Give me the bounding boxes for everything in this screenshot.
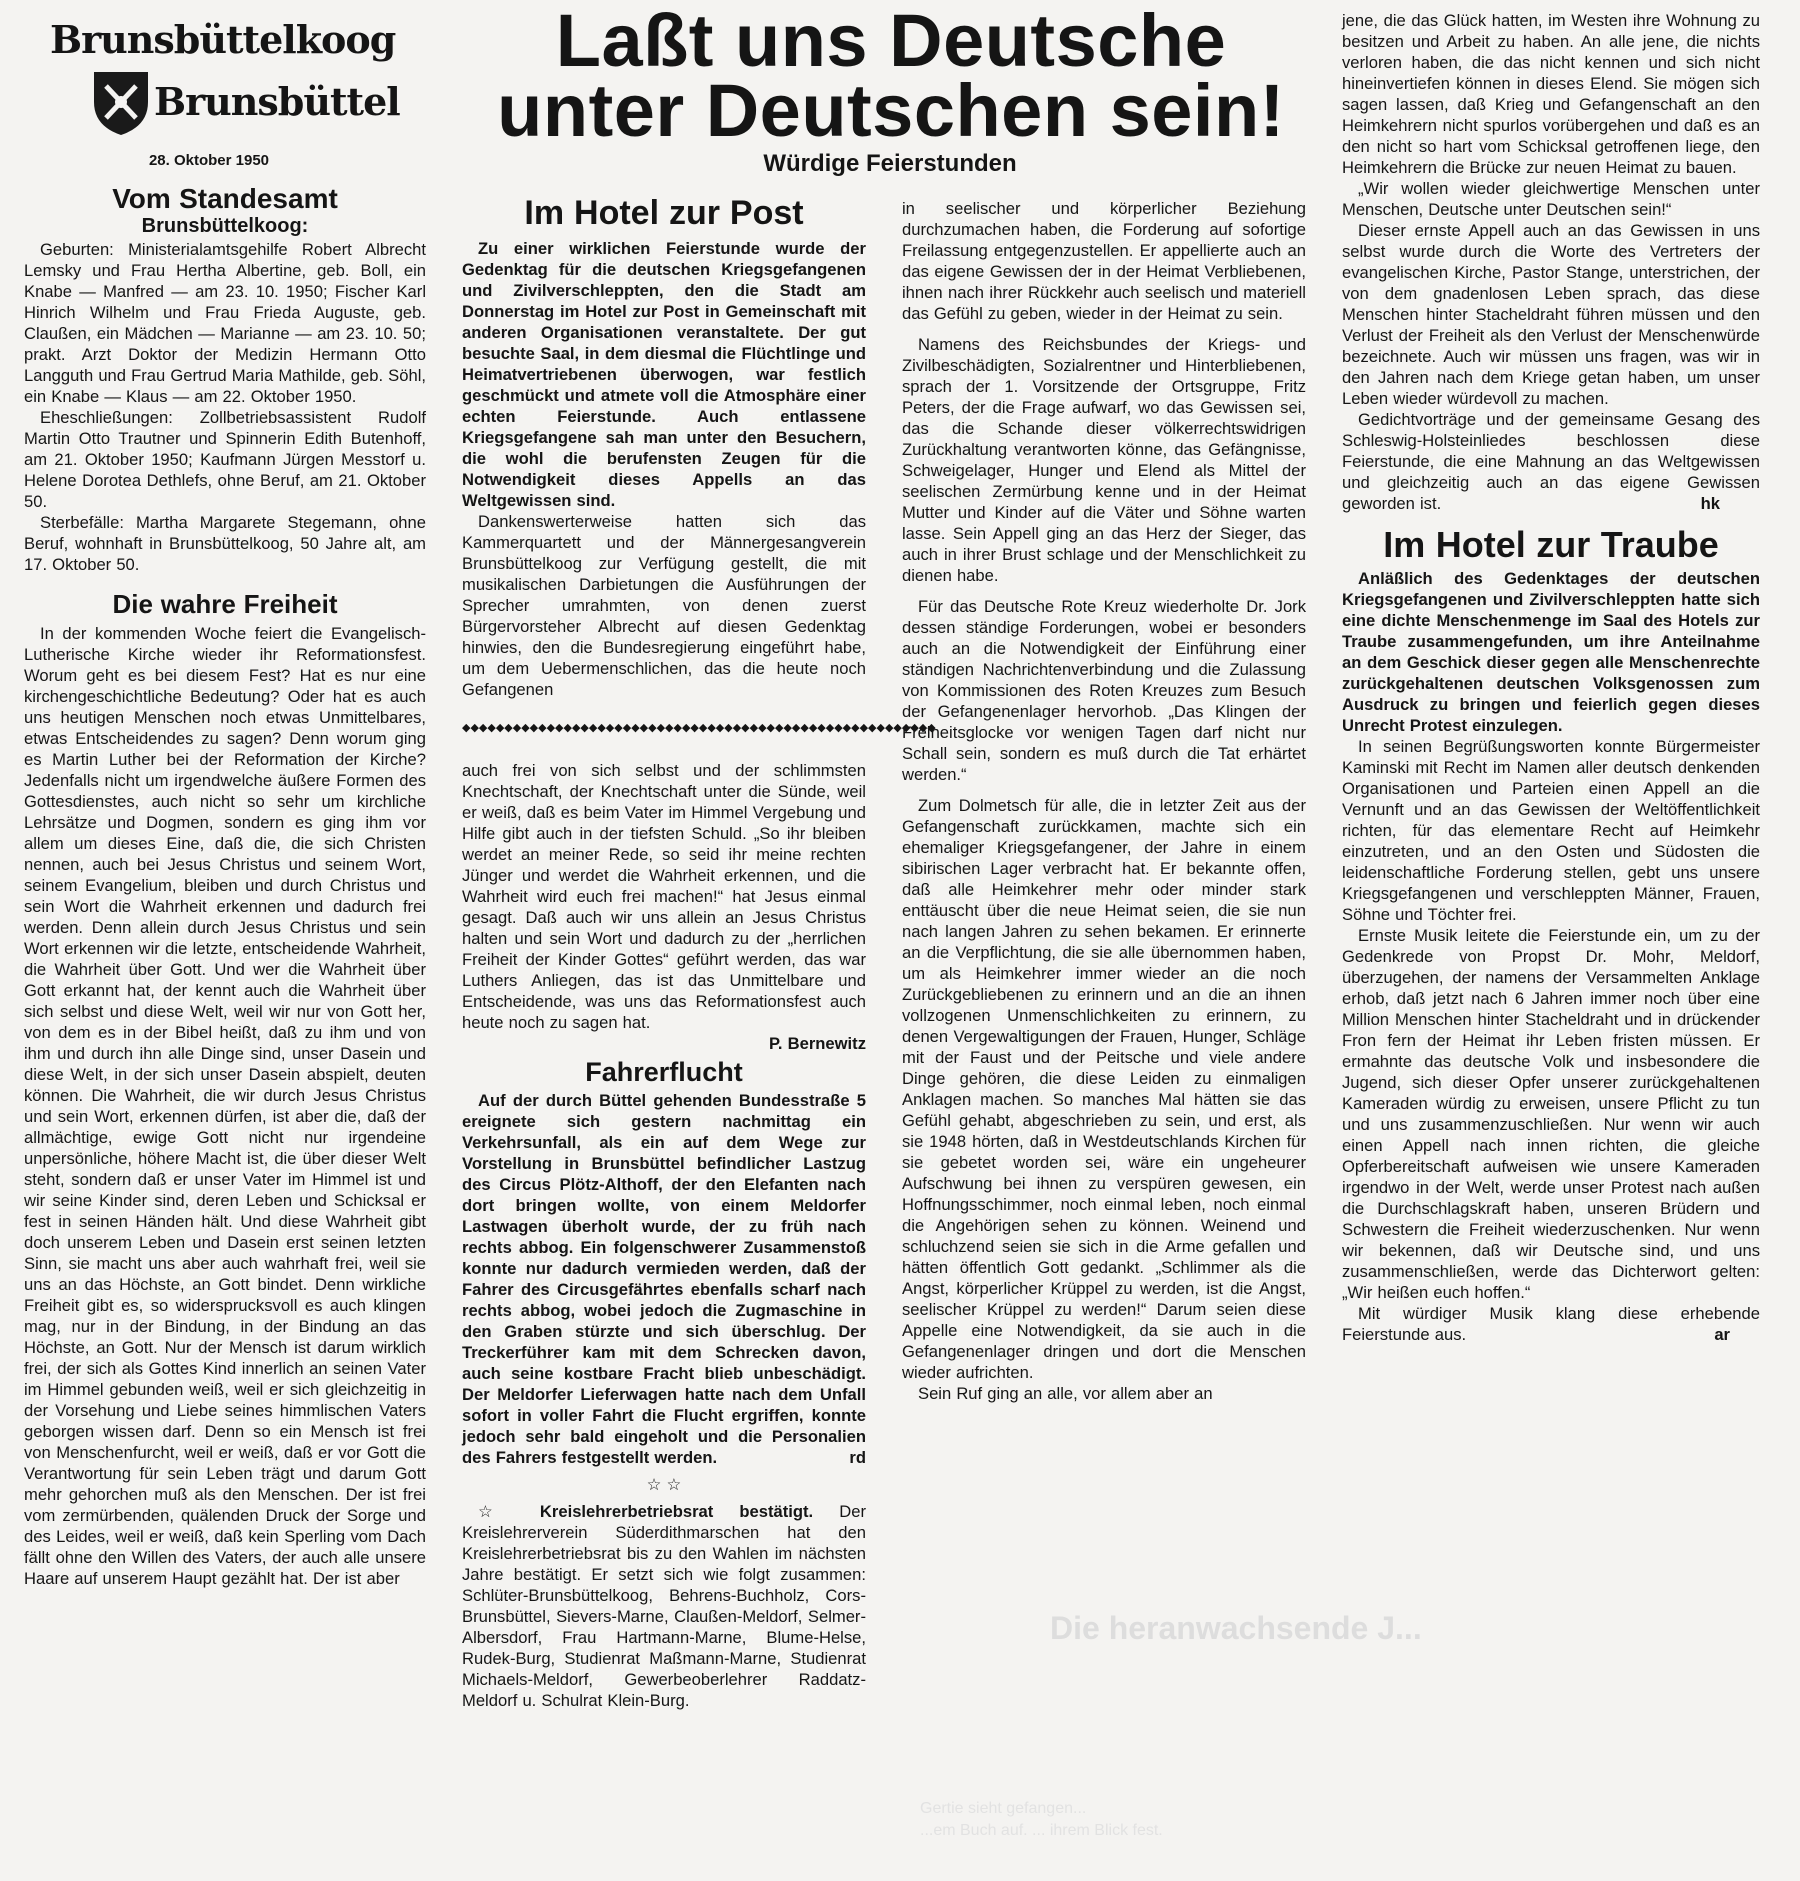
headline-line2: unter Deutschen sein!	[497, 69, 1285, 152]
post-text-3: Namens des Reichsbundes der Kriegs- und Zivilbeschädigten, Sozialrentner und Hinterbliebenen, sprach der 1. Vorsitzende der Ortsgruppe, Fritz Peters, der die Frage aufwarf, wo das Gewissen sei, das die Schande dieser völkerrechtswidrigen Zurückhaltung verantworten könne, das Gefängnisse, Schweigelager, Hunger und Elend als Mittel der seelischen Zermürbung kenne und in der Heimat Mutter und Kinder auf die Väter und Söhne warten lasse. Sein Appell ging an das Herz der Sieger, das auch in ihrer Brust schlage und der Menschlichkeit zu dienen habe.	[902, 335, 1306, 585]
masthead-line2: Brunsbüttel	[154, 79, 400, 124]
faded-title: Die heranwachsende J...	[1050, 1610, 1422, 1646]
post-lead: Zu einer wirklichen Feierstunde wurde der Gedenktag für die deutschen Kriegsgefangenen und Zivilverschleppten, den die Stadt am Donnerstag im Hotel zur Post in Gemeinschaft mit anderen Organisationen veranstaltete. Der gut besuchte Saal, in dem diesmal die Flüchtlinge und Heimatvertriebenen überwogen, war festlich geschmückt und atmete voll die Atmosphäre einer echten Feierstunde. Auch entlassene Kriegsgefangene sah man unter den Besuchern, die wohl die berufensten Zeugen für die Notwendigkeit dieses Appells an das Weltgewissen sind.	[462, 239, 866, 510]
post-text-6: Sein Ruf ging an alle, vor allem aber an	[918, 1384, 1213, 1403]
traube-author: ar	[1714, 1325, 1730, 1344]
post-author: hk	[1700, 494, 1720, 513]
masthead-date: 28. Oktober 1950	[148, 152, 270, 169]
coat-of-arms-icon	[90, 68, 152, 138]
standesamt-births: Geburten: Ministerialamtsgehilfe Robert Albrecht Lemsky und Frau Hertha Albertine, geb. Boll, ein Knabe — Manfred — am 23. 10. 1950; Fischer Karl Hinrich Wilhelm und Frau Frieda Auguste, geb. Claußen, ein Mädchen — Marianne — am 23. 10. 50; prakt. Arzt Doktor der Medizin Hermann Otto Langguth und Frau Gertrud Maria Mathilde, geb. Söhl, ein Knabe — Klaus — am 22. Oktober 1950.	[24, 240, 426, 406]
post-text-1: Dankenswerterweise hatten sich das Kammerquartett und der Männergesangverein Brunsbüttelkoog zur Verfügung gestellt, die mit musikalischen Darbietungen die Ausführungen der Sprecher umrahmten, von denen zuerst Bürgervorsteher Albrecht auf diesen Gedenktag hinwies, den die Bundesregierung eingeführt habe, um dem Uebermenschlichen, das die heute noch Gefangenen	[462, 512, 866, 699]
headline-subtitle: Würdige Feierstunden	[763, 150, 1017, 177]
headline-line1: Laßt uns Deutsche	[555, 0, 1227, 82]
traube-lead: Anläßlich des Gedenktages der deutschen Kriegsgefangenen und Zivilverschleppten hatte sich eine dichte Menschenmenge im Saal des Hotels zur Traube zusammengefunden, um ihre Anteilnahme an dem Geschick dieser gegen alle Menschenrechte zurückgehaltenen deutschen Volksgenossen zum Ausdruck zu bringen und feierlich gegen dieses Unrecht Protest einzulegen.	[1342, 569, 1760, 735]
star-separator: ☆ ☆	[646, 1475, 682, 1494]
freiheit-text-2: auch frei von sich selbst und der schlimmsten Knechtschaft, der Knechtschaft unter die Sünde, weil er weiß, daß es beim Vater im Himmel Vergebung und Hilfe gibt auch in der tiefsten Schuld. „So ihr bleiben werdet an meiner Rede, so seid ihr meine rechten Jünger und werdet die Wahrheit erkennen, und die Wahrheit wird euch frei machen!“ hat Jesus einmal gesagt. Daß auch wir uns allein an Jesus Christus halten und sein Wort und dadurch zu der „herrlichen Freiheit der Kinder Gottes“ geführt werden, das war Luthers Anliegen, das ist das Unmittelbare und Entscheidende, was uns das Reformationsfest auch heute noch zu sagen hat.	[462, 761, 866, 1032]
standesamt-deaths: Sterbefälle: Martha Margarete Stegemann, ohne Beruf, wohnhaft in Brunsbüttelkoog, 50 Jahre alt, am 17. Oktober 50.	[24, 513, 426, 574]
kreislehrer-paragraph	[462, 1501, 866, 1711]
post-text-8: „Wir wollen wieder gleichwertige Menschen unter Menschen, Deutsche unter Deutschen sein!“	[1342, 179, 1760, 219]
column-2-top	[462, 192, 866, 700]
main-headline	[462, 0, 1320, 152]
standesamt-marriages: Eheschließungen: Zollbetriebsassistent Rudolf Martin Otto Trautner und Spinnerin Edith Butenhoff, am 21. Oktober 1950; Kaufmann Jürgen Messtorf u. Helene Dorotea Dethlefs, ohne Beruf, am 21. Oktober 50.	[24, 408, 426, 511]
column-2-bottom	[462, 760, 866, 1711]
traube-title: Im Hotel zur Traube	[1383, 524, 1719, 565]
star-icon: ☆	[478, 1502, 514, 1521]
column-4	[1342, 10, 1760, 1345]
fahrerflucht-lead: Auf der durch Büttel gehenden Bundesstraße 5 ereignete sich gestern nachmittag ein Verkehrsunfall, als ein auf dem Wege zur Vorstellung in Brunsbüttel befindlicher Lastzug des Circus Plötz-Althoff, der den Elefanten nach dort bringen wollte, von einem Meldorfer Lastwagen überholt wurde, der zu früh nach rechts abbog. Ein folgenschwerer Zusammenstoß konnte nur dadurch vermieden werden, daß der Fahrer des Circusgefährtes ebenfalls scharf nach rechts abbog, wobei jedoch die Zugmaschine in den Graben stürzte und sich überschlug. Der Treckerführer kam mit dem Schrecken davon, auch seine kostbare Fracht blieb unbeschädigt. Der Meldorfer Lieferwagen hatte nach dem Unfall sofort in voller Fahrt die Flucht ergriffen, konnte jedoch sehr bald eingeholt und die Personalien des Fahrers festgestellt werden.	[462, 1091, 866, 1467]
kreislehrer-text: Der Kreislehrerverein Süderdithmarschen hat den Kreislehrerbetriebsrat bis zu den Wahlen im nächsten Jahre bestätigt. Er setzt sich wie folgt zusammen: Schlüter-Brunsbüttelkoog, Behrens-Buchholz, Cors-Brunsbüttel, Sievers-Marne, Claußen-Meldorf, Selmer-Albersdorf, Frau Hartmann-Marne, Blume-Helse, Rudek-Burg, Studienrat Maßmann-Marne, Studienrat Michaels-Meldorf, Gewerbeoberlehrer Raddatz-Meldorf u. Schulrat Klein-Burg.	[462, 1502, 866, 1710]
column-3	[902, 198, 1306, 1404]
column-1	[24, 182, 426, 1589]
post-title: Im Hotel zur Post	[524, 194, 804, 232]
post-text-5: Zum Dolmetsch für alle, die in letzter Zeit aus der Gefangenschaft zurückkamen, machte sich ein ehemaliger Kriegsgefangener, der Jahre in einem sibirischen Lager verbracht hat. Er bekannte offen, daß alle Heimkehrer mehr oder minder stark enttäuscht über die neue Heimat seien, die sie nun nach langen Jahren zu sehen bekamen. Er erinnerte an die Verpflichtung, die sie alle übernommen haben, um als Heimkehrer immer wieder an die noch Zurückgebliebenen zu erinnern und an die an ihnen vollzogenen Unmenschlichkeiten zu erinnern, zu denen Vergewaltigungen der Frauen, Hunger, Schläge mit der Faust und der Peitsche und viele andere Dinge gehören, die diese Leiden zu einmaligen Anklagen machen. So manches Mal hätten sie das Gefühl gehabt, abgeschrieben zu sein, und erst, als sie 1948 hörten, daß in Westdeutschlands Kirchen für sie gebetet worden sei, wäre ein ungeheurer Aufschwung bei ihnen zu verspüren gewesen, ein Hoffnungsschimmer, noch einmal leben, noch einmal die Angehörigen sehen zu können. Weinend und schluchzend seien sie sich in die Arme gefallen und hätten öffentlich Gott gedankt. „Schlimmer als die Angst, körperlicher Krüppel zu werden, ist die Angst, seelischer Krüppel zu werden!“ Darum seien diese Appelle eine Notwendigkeit, da sie auch in die Gefangenenlager dringen und dort die Menschen wieder aufrichten.	[902, 796, 1306, 1382]
post-text-7: jene, die das Glück hatten, im Westen ihre Wohnung zu besitzen und Arbeit zu haben. An alle jene, die nichts verloren haben, die das nicht kennen und sich nicht hineinvertiefen können in dieses Elend. Sie mögen sich sagen lassen, daß Krieg und Gefangenschaft an den Heimkehrern nicht spurlos vorübergehen und daß es an den nicht so hart vom Schicksal getroffenen liege, den Heimkehrern die Brücke zur neuen Heimat zu bauen.	[1342, 11, 1760, 177]
faded-line-1: Gertie sieht gefangen...	[920, 1800, 1087, 1817]
masthead-line1: Brunsbüttelkoog	[50, 17, 396, 62]
masthead	[44, 14, 400, 154]
standesamt-title: Vom Standesamt	[112, 183, 338, 214]
fahrerflucht-title: Fahrerflucht	[585, 1057, 743, 1087]
freiheit-title: Die wahre Freiheit	[112, 589, 338, 619]
traube-text-3: Mit würdiger Musik klang diese erhebende Feierstunde aus.	[1342, 1304, 1760, 1344]
faded-article	[920, 1610, 1760, 1860]
post-text-4: Für das Deutsche Rote Kreuz wiederholte Dr. Jork dessen ständige Forderungen, wobei er besonders auch an die Notwendigkeit der Einführung einer ständigen Nachrichtenverbindung und die Zulassung von Kommissionen des Roten Kreuzes zum Besuch der Gefangenenlager hervorhob. „Das Klingen der Freiheitsglocke vor wenigen Tagen darf nicht nur Schall sein, sondern es muß durch die Tat erhärtet werden.“	[902, 597, 1306, 784]
post-text-2: in seelischer und körperlicher Beziehung durchzumachen haben, die Forderung auf sofortige Freilassung entgegenzustellen. Er appellierte auch an das eigene Gewissen der in der Heimat Verbliebenen, ihnen nach ihrer Rückkehr auch seelisch und materiell das Gefühl zu geben, wieder in der Heimat zu sein.	[902, 199, 1306, 323]
standesamt-place: Brunsbüttelkoog:	[141, 215, 309, 237]
freiheit-text-1: In der kommenden Woche feiert die Evangelisch-Lutherische Kirche wieder ihr Reformationsfest. Worum geht es bei diesem Fest? Hat es nur eine kirchengeschichtliche Bedeutung? Oder hat es auch uns heutigen Menschen noch etwas Unmittelbares, etwas Entscheidendes zu sagen? Denn worum ging es Martin Luther bei der Reformation der Kirche? Jedenfalls nicht um irgendwelche äußere Formen des Gottesdienstes, auch nicht so sehr um kirchliche Lehrsätze und Dogmen, sondern es ging ihm vor allem um dieses Eine, daß die, die sich Christen nennen, auch bei Jesus Christus und seinem Wort, seinem Evangelium, bleiben und durch Christus und sein Wort die Wahrheit erkennen und dadurch frei werden. Denn allein durch Jesus Christus und sein Wort erkennen wir die letzte, entscheidende Wahrheit, die Wahrheit über Gott. Und wer die Wahrheit über Gott erkannt hat, der kennt auch die Wahrheit über sich selbst und diese Welt, weil wir nur von Gott her, von dem es in der Bibel heißt, daß zu ihm und von ihm und durch ihn alle Dinge sind, unser Dasein und diese Welt, in der sich unser Dasein abspielt, deuten können. Die Wahrheit, die wir durch Jesus Christus und sein Wort, erkennen dürfen, ist aber die, daß der allmächtige, ewige Gott nicht nur irgendeine unpersönliche, höhere Macht ist, die über dieser Welt steht, sondern daß er unser Vater im Himmel ist und wir seine Kinder sind, deren Leben und Schicksal er fest in seinen Händen hält. Und diese Wahrheit gibt doch unserem Leben und Dasein erst seinen letzten Sinn, sie macht uns aber auch wahrhaft frei, weil sie uns an das Höchste, an Gott bindet. Denn wirkliche Freiheit gibt es, so widersprucksvoll es auch klingen mag, nur in der Bindung, in der Bindung an das Höchste, an Gott. Nur der Mensch ist darum wirklich frei, der sich als Gottes Kind innerlich an seinen Vater im Himmel gebunden weiß, weil er sich gleichzeitig in der Vorsehung und Liebe seines himmlischen Vaters geborgen wissen darf. Denn so ein Mensch ist frei von Menschenfurcht, weil er weiß, daß er vor Gott die Verantwortung für sein Leben trägt und darum Gott mehr gehorchen muß als den Menschen. Der ist frei vom zermürbenden, quälenden Druck der Sorge und des Leides, weil er weiß, daß kein Sperling vom Dach fällt ohne den Willen des Vaters, der auch alle unsere Haare auf unserem Haupt gezählt hat. Der ist aber	[24, 624, 426, 1588]
kreislehrer-lead: Kreislehrerbetriebsrat bestätigt.	[539, 1502, 814, 1521]
diamond-divider: ◆◆◆◆◆◆◆◆◆◆◆◆◆◆◆◆◆◆◆◆◆◆◆◆◆◆◆◆◆◆◆◆◆◆◆◆◆◆◆◆◆◆◆◆◆◆◆◆◆◆◆◆◆◆◆◆	[462, 722, 936, 734]
fahrerflucht-author: rd	[849, 1448, 866, 1467]
post-text-10: Gedichtvorträge und der gemeinsame Gesang des Schleswig-Holsteinliedes beschlossen diese Feierstunde, die eine Mahnung an das Weltgewissen und gleichzeitig auch an das eigene Gewissen geworden ist.	[1342, 410, 1760, 513]
post-text-9: Dieser ernste Appell auch an das Gewissen in uns selbst wurde durch die Worte des Vertreters der evangelischen Kirche, Pastor Stange, unterstrichen, der von dem gnadenlosen Leben sprach, das diese Menschen hinter Stacheldraht führen müssen und den Verlust der Freiheit als den Verlust der Menschenwürde bezeichnete. Auch wir müssen uns fragen, was wir in den Jahren nach dem Kriege getan haben, um unser Leben wieder würdevoll zu machen.	[1342, 221, 1760, 408]
traube-text-2: Ernste Musik leitete die Feierstunde ein, um zu der Gedenkrede von Propst Dr. Mohr, Meldorf, überzugehen, der namens der Versammelten Anklage erhob, daß jetzt nach 6 Jahren immer noch über eine Million Menschen hinter Stacheldraht und in drückender Fron fern der Heimat ihr Leben fristen müssen. Er ermahnte das deutsche Volk und insbesondere die Jugend, sich dieser Opfer unserer zurückgehaltenen Kameraden würdig zu erweisen, unsere Pflicht zu tun und uns zusammenzuschließen. Nur wenn wir auch einen Appell nach innen richten, die gleiche Opferbereitschaft aufweisen wie unsere Kameraden irgendwo in der Welt, werde unser Protest nach außen die Durchschlagskraft haben, unseren Brüdern und Schwestern die Freiheit wiederzuschenken. Nur wenn wir bekennen, daß wir Deutsche sind, und uns zusammenschließen, werde das Dichterwort gelten: „Wir heißen euch hoffen.“	[1342, 926, 1760, 1302]
traube-text-1: In seinen Begrüßungsworten konnte Bürgermeister Kaminski mit Recht im Namen aller deutsch denkenden Organisationen und Parteien einen Appell an die Vernunft und an das Gewissen der Weltöffentlichkeit richten, für das elementare Recht auf Heimkehr einzutreten, und an den Osten und Südosten die leidenschaftliche Forderung stellen, gebt uns unsere Kriegsgefangenen und verschleppten Männer, Frauen, Söhne und Töchter frei.	[1342, 737, 1760, 924]
freiheit-author: P. Bernewitz	[768, 1034, 866, 1053]
faded-line-2: ...em Buch auf. ... ihrem Blick fest.	[920, 1822, 1163, 1839]
